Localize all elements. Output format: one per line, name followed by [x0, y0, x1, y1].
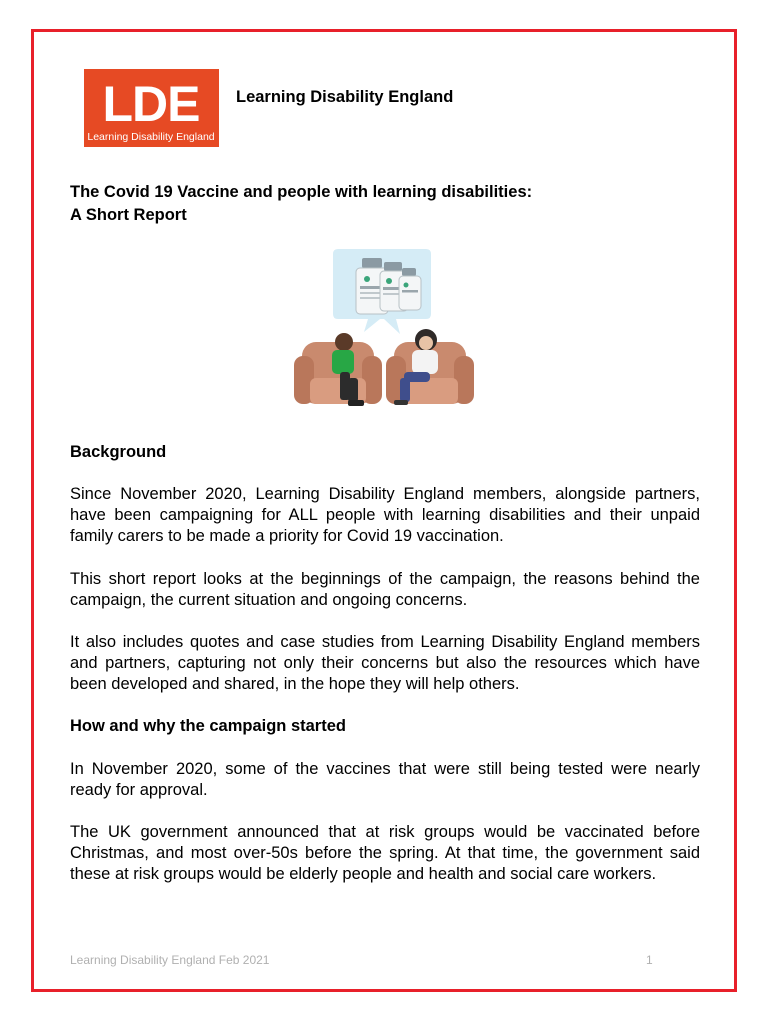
svg-text:LDE: LDE	[102, 76, 200, 132]
title-line-2: A Short Report	[70, 206, 187, 224]
background-paragraph-2: This short report looks at the beginnings of the campaign, the reasons behind the campaign, the current situation and ongoing concerns.	[70, 570, 700, 609]
document-title	[70, 181, 532, 227]
lde-logo	[84, 69, 219, 147]
title-line-1: The Covid 19 Vaccine and people with learning disabilities:	[70, 183, 533, 201]
svg-text:Learning Disability England: Learning Disability England	[87, 131, 215, 143]
organisation-name: Learning Disability England	[236, 88, 454, 106]
footer-text: Learning Disability England Feb 2021	[70, 953, 270, 967]
campaign-paragraph-1: In November 2020, some of the vaccines that were still being tested were nearly ready for approval.	[70, 760, 700, 799]
background-paragraph-1: Since November 2020, Learning Disability England members, alongside partners, have been campaigning for ALL people with learning disabilities and their unpaid family carers to be made a priority for Covid 19 vaccination.	[70, 485, 700, 545]
page-number: 1	[646, 953, 653, 967]
vaccine-conversation-illustration	[288, 246, 480, 416]
background-paragraph-3: It also includes quotes and case studies from Learning Disability England members and partners, capturing not only their concerns but also the resources which have been developed and shared, in the hope they will help others.	[70, 633, 700, 693]
campaign-paragraph-2: The UK government announced that at risk groups would be vaccinated before Christmas, and most over-50s before the spring. At that time, the government said these at risk groups would be elderly people and health and social care workers.	[70, 823, 700, 883]
campaign-heading: How and why the campaign started	[70, 717, 346, 735]
background-heading: Background	[70, 443, 167, 461]
